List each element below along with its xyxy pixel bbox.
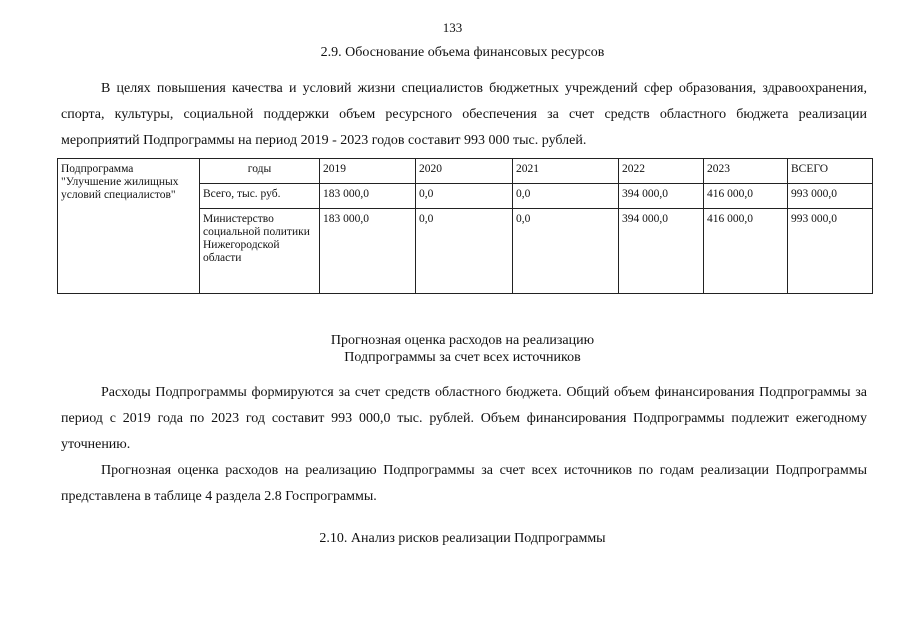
table-cell: 416 000,0 [704, 209, 788, 294]
forecast-heading-line2: Подпрограммы за счет всех источников [344, 350, 581, 365]
total-header: ВСЕГО [788, 159, 873, 184]
year-header: 2019 [320, 159, 416, 184]
year-header: 2022 [619, 159, 704, 184]
paragraph-2: Расходы Подпрограммы формируются за счет средств областного бюджета. Общий объем финансирования Подпрограммы за период с 2019 года по 2023 год составит 993 000,0 тыс. рублей. Объем финансирования Подпрограммы подлежит ежегодному уточнению. [61, 385, 867, 452]
row-label: Всего, тыс. руб. [200, 184, 320, 209]
table-cell: 0,0 [416, 209, 513, 294]
subprogram-label: Подпрограмма [61, 163, 134, 175]
year-header: 2021 [513, 159, 619, 184]
paragraph-3: Прогнозная оценка расходов на реализацию Подпрограммы за счет всех источников по годам реализации Подпрограммы представлена в таблице 4 раздела 2.8 Госпрограммы. [61, 463, 867, 504]
table-cell: 183 000,0 [320, 209, 416, 294]
table-cell: 416 000,0 [704, 184, 788, 209]
table-cell: 394 000,0 [619, 184, 704, 209]
table-cell: 0,0 [513, 209, 619, 294]
next-section-title: 2.10. Анализ рисков реализации Подпрограммы [319, 531, 606, 546]
year-header: 2020 [416, 159, 513, 184]
subprogram-name: "Улучшение жилищных условий специалистов" [61, 176, 179, 201]
years-header: годы [200, 159, 320, 184]
table-cell: 0,0 [513, 184, 619, 209]
row-label: Министерство социальной политики Нижегородской области [200, 209, 320, 294]
subprogram-cell [58, 159, 200, 294]
forecast-heading-line1: Прогнозная оценка расходов на реализацию [330, 333, 595, 348]
table-cell: 993 000,0 [788, 184, 873, 209]
table-cell: 0,0 [416, 184, 513, 209]
table-cell: 993 000,0 [788, 209, 873, 294]
financing-table [57, 158, 873, 294]
table-cell: 183 000,0 [320, 184, 416, 209]
table-cell: 394 000,0 [619, 209, 704, 294]
page-number: 133 [442, 20, 463, 35]
section-title: 2.9. Обоснование объема финансовых ресурсов [320, 45, 605, 60]
intro-paragraph: В целях повышения качества и условий жизни специалистов бюджетных учреждений сфер образования, здравоохранения, спорта, культуры, социальной поддержки объем ресурсного обеспечения за счет средств областного бюджета реализации мероприятий Подпрограммы на период 2019 - 2023 годов составит 993 000 тыс. рублей. [61, 81, 867, 148]
year-header: 2023 [704, 159, 788, 184]
